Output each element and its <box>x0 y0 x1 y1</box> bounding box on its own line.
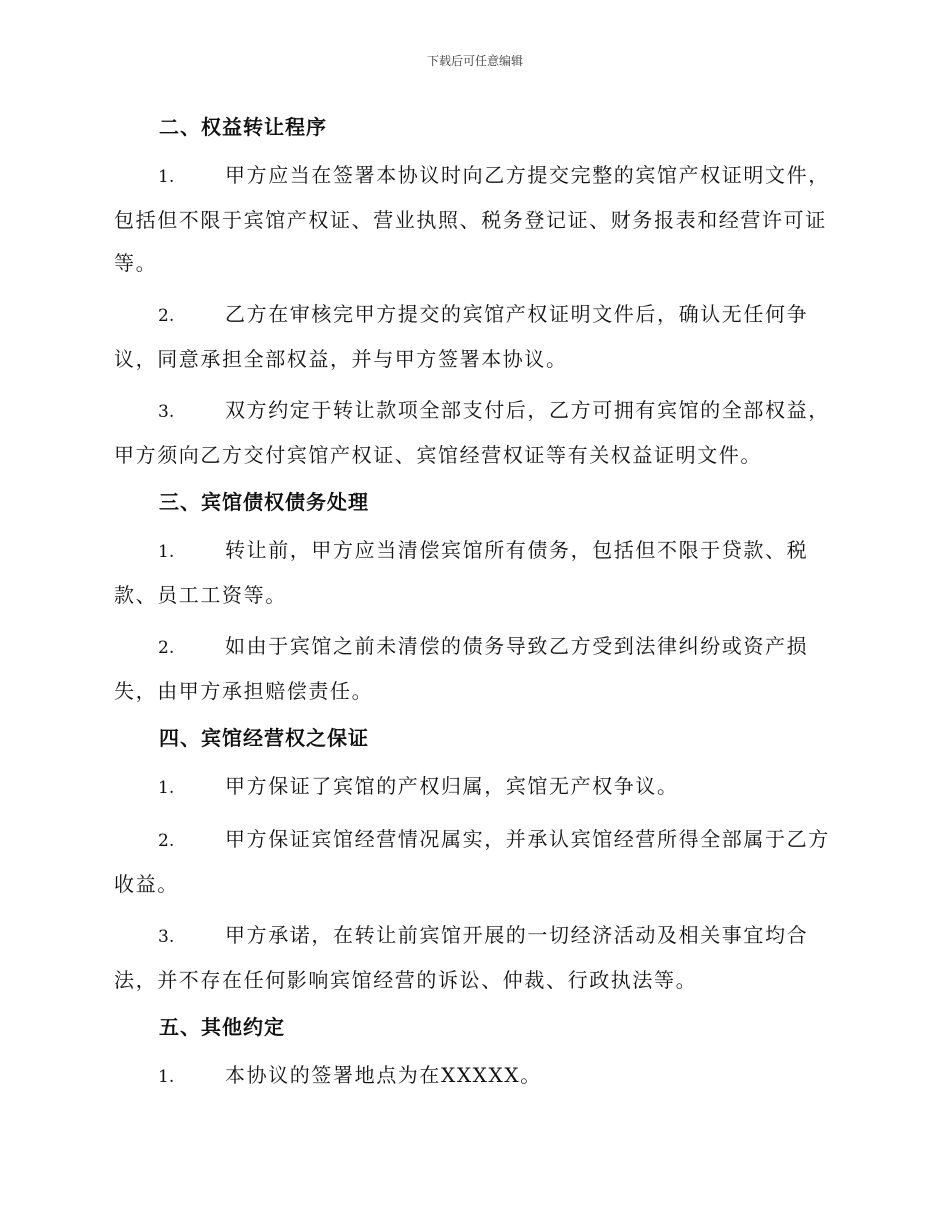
item-number: 1. <box>158 1067 175 1087</box>
item-text: 转让前，甲方应当清偿宾馆所有债务，包括但不限于贷款、税款、员工工资等。 <box>114 538 809 607</box>
item-number: 1. <box>158 778 175 798</box>
list-item <box>114 154 836 285</box>
document-body <box>114 110 836 1107</box>
item-text: 甲方承诺，在转让前宾馆开展的一切经济活动及相关事宜均合法，并不存在任何影响宾馆经营的诉讼、仲裁、行政执法等。 <box>114 923 809 992</box>
item-number: 3. <box>158 927 175 947</box>
list-item <box>114 293 836 381</box>
item-text: 如由于宾馆之前未清偿的债务导致乙方受到法律纠纷或资产损失，由甲方承担赔偿责任。 <box>114 634 809 703</box>
item-number: 2. <box>158 306 175 326</box>
item-number: 3. <box>158 402 175 422</box>
list-item <box>114 818 836 906</box>
page-header-note: 下载后可任意编辑 <box>426 54 523 68</box>
list-item <box>114 1054 836 1099</box>
list-item <box>114 914 836 1002</box>
item-text: 双方约定于转让款项全部支付后，乙方可拥有宾馆的全部权益，甲方须向乙方交付宾馆产权证、宾馆经营权证等有关权益证明文件。 <box>114 398 830 467</box>
section-title: 三、宾馆债权债务处理 <box>159 490 369 514</box>
section-title: 四、宾馆经营权之保证 <box>159 726 369 750</box>
item-number: 2. <box>158 831 175 851</box>
list-item <box>114 389 836 477</box>
item-text: 乙方在审核完甲方提交的宾馆产权证明文件后，确认无任何争议，同意承担全部权益，并与甲方签署本协议。 <box>114 302 809 371</box>
item-number: 1. <box>158 542 175 562</box>
list-item <box>114 625 836 713</box>
list-item <box>114 765 836 810</box>
list-item <box>114 529 836 617</box>
section-title: 二、权益转让程序 <box>159 115 327 139</box>
item-number: 2. <box>158 638 175 658</box>
item-text: 甲方应当在签署本协议时向乙方提交完整的宾馆产权证明文件，包括但不限于宾馆产权证、营业执照、税务登记证、财务报表和经营许可证等。 <box>114 163 830 275</box>
item-text: 甲方保证了宾馆的产权归属，宾馆无产权争议。 <box>225 774 679 798</box>
item-number: 1. <box>158 167 175 187</box>
item-text: 本协议的签署地点为在XXXXX。 <box>225 1063 542 1087</box>
item-text: 甲方保证宾馆经营情况属实，并承认宾馆经营所得全部属于乙方收益。 <box>114 827 830 896</box>
section-title: 五、其他约定 <box>159 1015 285 1039</box>
